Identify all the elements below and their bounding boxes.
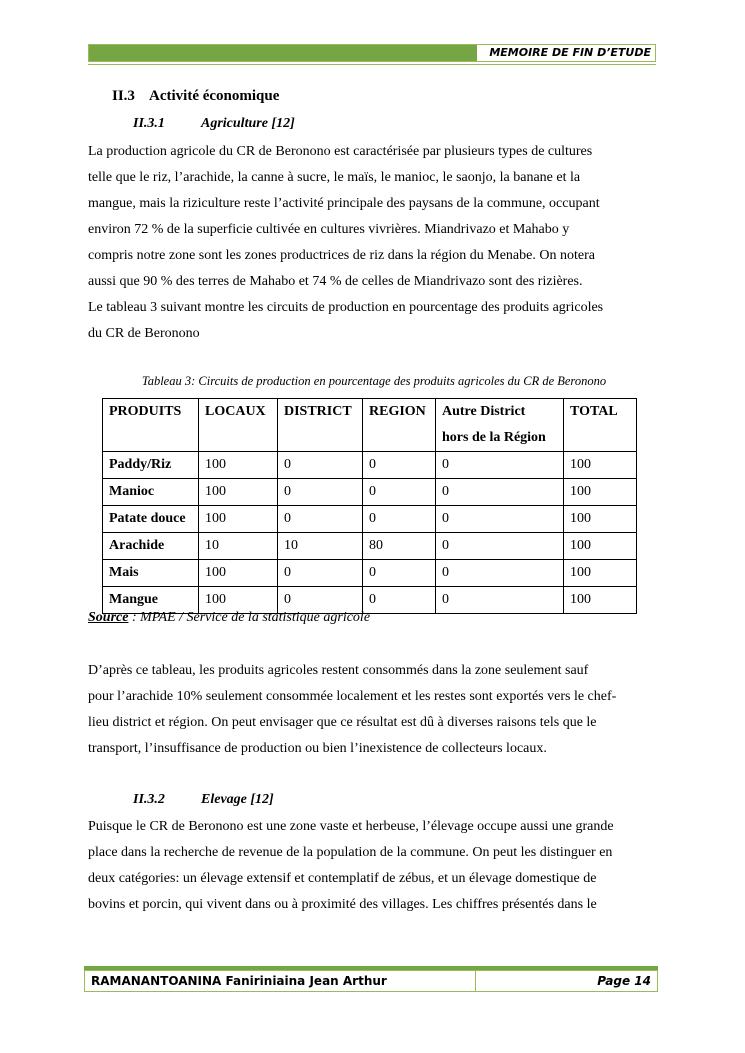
text-line: mangue, mais la riziculture reste l’activité principale des paysans de la commune, occupant [88,196,600,211]
cell-total: 100 [564,533,637,560]
col-header-produits: PRODUITS [103,399,199,452]
subsection2-title: Elevage [12] [201,792,274,807]
footer-box [84,970,658,992]
cell-autre: 0 [436,587,564,614]
text-line: deux catégories: un élevage extensif et contemplatif de zébus, et un élevage domestique de [88,871,597,886]
source-label: Source [88,610,129,625]
table-row [103,452,637,479]
text-line: aussi que 90 % des terres de Mahabo et 74 % de celles de Miandrivazo sont des rizières. [88,274,583,289]
table-row [103,560,637,587]
col-header-autre-line2: hors de la Région [442,430,546,445]
table-header-row [103,399,637,452]
text-line: La production agricole du CR de Beronono est caractérisée par plusieurs types de cultures [88,144,593,159]
footer-page-number: Page 14 [597,974,651,988]
cell-autre: 0 [436,533,564,560]
col-header-locaux: LOCAUX [199,399,278,452]
cell-region: 80 [363,533,436,560]
cell-district: 10 [278,533,363,560]
section-title: Activité économique [149,88,280,104]
cell-district: 0 [278,452,363,479]
col-header-region: REGION [363,399,436,452]
cell-autre: 0 [436,506,564,533]
paragraph-analysis [88,658,660,762]
cell-locaux: 100 [199,479,278,506]
text-line: telle que le riz, l’arachide, la canne à sucre, le maïs, le manioc, le saonjo, la banane et la [88,170,581,185]
cell-region: 0 [363,479,436,506]
page-footer [84,966,658,992]
header-color-bar [89,45,477,61]
cell-product: Patate douce [103,506,199,533]
cell-region: 0 [363,452,436,479]
cell-total: 100 [564,560,637,587]
source-text: : MPAE / Service de la statistique agricole [128,610,371,625]
cell-region: 0 [363,587,436,614]
header-title: MEMOIRE DE FIN D’ETUDE [489,46,651,59]
cell-total: 100 [564,452,637,479]
col-header-total: TOTAL [564,399,637,452]
subsection1-number: II.3.1 [133,116,165,131]
table-row [103,506,637,533]
text-line: place dans la recherche de revenue de la population de la commune. On peut les distinguer en [88,845,613,860]
col-header-autre-line1: Autre District [442,404,526,419]
cell-locaux: 100 [199,587,278,614]
text-line: Le tableau 3 suivant montre les circuits de production en pourcentage des produits agricoles [88,300,604,315]
text-line: lieu district et région. On peut envisager que ce résultat est dû à diverses raisons tels que le [88,715,597,730]
cell-locaux: 10 [199,533,278,560]
col-header-autre-district [436,399,564,452]
text-line: Puisque le CR de Beronono est une zone vaste et herbeuse, l’élevage occupe aussi une grande [88,819,614,834]
page-header [88,44,656,62]
cell-locaux: 100 [199,452,278,479]
cell-total: 100 [564,479,637,506]
subsection2-number: II.3.2 [133,792,165,807]
text-line: bovins et porcin, qui vivent dans ou à proximité des villages. Les chiffres présentés dans le [88,897,597,912]
table-caption: Tableau 3: Circuits de production en pourcentage des produits agricoles du CR de Beronono [141,374,607,388]
cell-autre: 0 [436,452,564,479]
cell-autre: 0 [436,560,564,587]
subsection1-title: Agriculture [12] [201,116,295,131]
table-row [103,533,637,560]
table-source [88,610,370,626]
cell-total: 100 [564,506,637,533]
cell-product: Paddy/Riz [103,452,199,479]
production-circuits-table [102,398,637,614]
paragraph-elevage [88,814,660,918]
footer-divider [475,971,476,991]
col-header-district: DISTRICT [278,399,363,452]
section-number: II.3 [112,88,135,104]
cell-region: 0 [363,506,436,533]
text-line: compris notre zone sont les zones productrices de riz dans la région du Menabe. On notera [88,248,595,263]
cell-locaux: 100 [199,560,278,587]
cell-district: 0 [278,506,363,533]
header-rule [88,64,656,65]
table-row [103,479,637,506]
paragraph-agriculture [88,139,660,347]
cell-district: 0 [278,479,363,506]
cell-district: 0 [278,560,363,587]
cell-locaux: 100 [199,506,278,533]
text-line: environ 72 % de la superficie cultivée en cultures vivrières. Miandrivazo et Mahabo y [88,222,570,237]
footer-author: RAMANANTOANINA Faniriniaina Jean Arthur [91,974,387,988]
text-line: transport, l’insuffisance de production ou bien l’inexistence de collecteurs locaux. [88,741,547,756]
cell-total: 100 [564,587,637,614]
cell-product: Arachide [103,533,199,560]
text-line: pour l’arachide 10% seulement consommée localement et les restes sont exportés vers le chef- [88,689,617,704]
text-line: du CR de Beronono [88,326,200,341]
text-line: D’après ce tableau, les produits agricoles restent consommés dans la zone seulement sauf [88,663,589,678]
cell-product: Mangue [103,587,199,614]
cell-product: Mais [103,560,199,587]
cell-product: Manioc [103,479,199,506]
cell-district: 0 [278,587,363,614]
cell-autre: 0 [436,479,564,506]
cell-region: 0 [363,560,436,587]
